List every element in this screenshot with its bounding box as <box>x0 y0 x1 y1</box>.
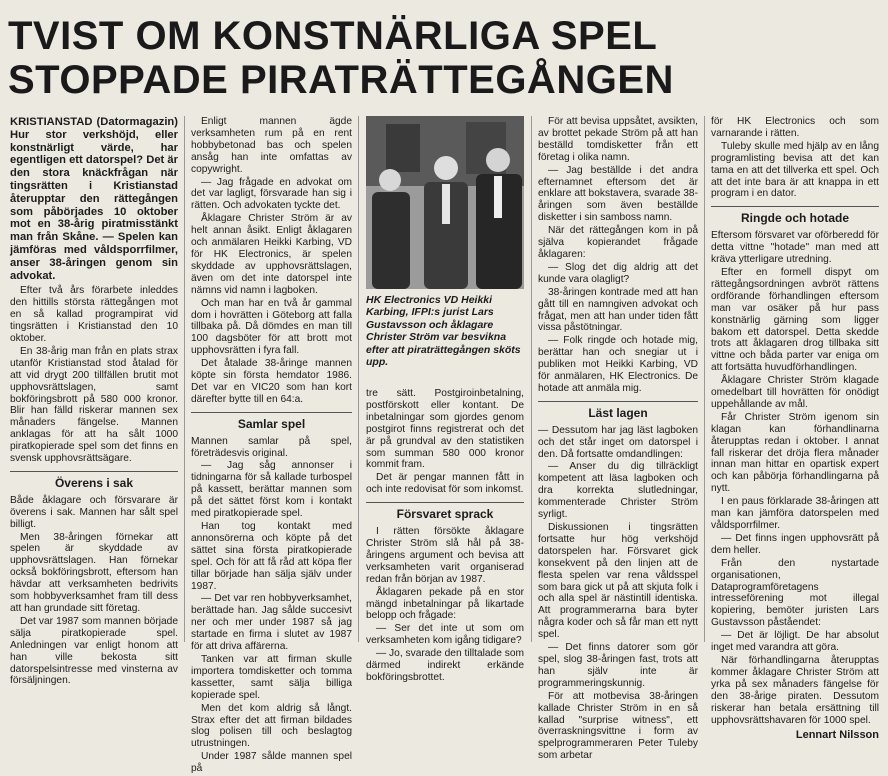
body-paragraph: När det rättegången kom in på själva kopierandet frågade åklagaren: <box>538 225 698 260</box>
body-paragraph: för HK Electronics och som varnarande i rätten. <box>711 116 879 139</box>
column-3 <box>366 388 524 685</box>
body-paragraph: — Det var ren hobbyverksamhet, berättade han. Jag sålde succesivt ner och mer under 1987 så jag startade en firma i slutet av 1987 för att driva affärerna. <box>191 593 352 653</box>
photo-illustration <box>366 116 524 289</box>
column-1 <box>10 116 178 688</box>
body-paragraph: — Det finns ingen upphovsrätt på dem heller. <box>711 532 879 556</box>
body-paragraph: — Folk ringde och hotade mig, berättar han och snegiar ut i publiken mot Heikki Karbing, VD för anmälaren, HK Electronics. De hotade att anmäla mig. <box>538 335 698 394</box>
body-paragraph: Under 1987 sålde mannen spel på <box>191 751 352 775</box>
body-paragraph: Tuleby skulle med hjälp av en lång programlisting bevisa att det kan tama en att det tillverka ett spel. Och att det inte bara är att knappa in ett program i en dator. <box>711 140 879 200</box>
body-paragraph: — Det finns datorer som gör spel, slog 38-åringen fast, trots att han själv inte är programmeringskunnig. <box>538 642 698 689</box>
column-4 <box>538 116 698 763</box>
body-paragraph: Mannen samlar på spel, företrädesvis original. <box>191 435 352 459</box>
body-paragraph: — Anser du dig tillräckligt kompetent att läsa lagboken och dra korrekta slutledningar, kommenterade Christer Ström syrligt. <box>538 461 698 521</box>
headline: TVIST OM KONSTNÄRLIGA SPEL STOPPADE PIRATRÄTTEGÅNGEN <box>8 14 674 102</box>
body-paragraph: Åklagaren pekade på en stor mängd inbetalningar på likartade belopp och frågade: <box>366 586 524 622</box>
body-paragraph: Både åklagare och försvarare är överens i sak. Mannen har sålt spel billigt. <box>10 494 178 530</box>
body-paragraph: Eftersom försvaret var oförberedd för detta vittne "hotade" man med att kräva ytterligare utredning. <box>711 230 879 266</box>
column-rule <box>184 116 185 642</box>
body-paragraph: Det är pengar mannen fått in och inte redovisat för som inkomst. <box>366 472 524 496</box>
subhead-forsvaret: Försvaret sprack <box>366 502 524 521</box>
body-paragraph: — Det är löjligt. De har absolut inget med varandra att göra. <box>711 630 879 654</box>
subhead-samlar: Samlar spel <box>191 412 352 431</box>
column-5 <box>711 116 879 742</box>
body-paragraph: I rätten försökte åklagare Christer Ström slå hål på 38-åringens argument och bevisa att verksamheten varit organiserad redan från början av 1987. <box>366 526 524 585</box>
body-paragraph: Och man har en två år gammal dom i hovrätten i Göteborg att falla tillbaka på. Då dömdes en man till 100 dagsböter för att brott mot upphovsrätten i fyra fall. <box>191 297 352 357</box>
body-paragraph: I en paus förklarade 38-åringen att man kan jämföra datorspelen med våldsporrfilmer. <box>711 496 879 531</box>
body-paragraph: 38-åringen kontrade med att han gått till en namngiven advokat och frågat, men att han under tiden fått vissa påstötningar. <box>538 286 698 334</box>
column-rule <box>531 116 532 642</box>
subhead-ringde: Ringde och hotade <box>711 206 879 225</box>
lead-text: Hur stor verkshöjd, eller konstnärligt värde, har egentligen ett datorspel? Det är den stora knäckfrågan när tingsrätten i Kristianstad återupptar den rättegången som påbörjades 10 oktober mot en 38-årig piratmisstänkt man från Skåne. — Spelen kan jämföras med våldsporrfilmer, anser 38-åringen genom sin advokat. <box>10 128 178 282</box>
column-rule <box>704 116 705 642</box>
body-paragraph: — Jag frågade en advokat om det var lagligt, försvarade han sig i rätten. Och advokaten tyckte det. <box>191 176 352 212</box>
body-paragraph: — Ser det inte ut som om verksamheten kom igång tidigare? <box>366 623 524 647</box>
subhead-last: Läst lagen <box>538 401 698 420</box>
body-paragraph: Men det kom aldrig så långt. Strax efter det att firman bildades slog polisen till och beslagtog utrustningen. <box>191 702 352 750</box>
photo-caption: HK Electronics VD Heikki Karbing, IFPI:s jurist Lars Gustavsson och åklagare Christer Ström var besvikna efter att piraträttegången sköts upp. <box>366 294 521 369</box>
body-paragraph: Åklagare Christer Ström är av helt annan åsikt. Enligt åklagaren och anmälaren Heikki Karbing, VD för HK Electronics, är spelen skyddade av upphovsrättslagen, även om det inte datorspel inte nämns vid namn i lagboken. <box>191 213 352 296</box>
body-paragraph: Det åtalade 38-åringe mannen köpte sin första hemdator 1986. Det var en VIC20 som han kort därefter bytte till en 64:a. <box>191 358 352 405</box>
body-paragraph: Han tog kontakt med annonsörerna och köpte på det sättet sina första piratkopierade spel. Och för att få råd att köpa fler tillar började han sälja själv under 1987. <box>191 521 352 592</box>
body-paragraph: Men 38-åringen förnekar att spelen är skyddade av upphovsrättslagen. Han förnekar också bokföringsbrott, eftersom han hävdar att verksamheten bedrivits som hobbyverksamhet fram till dess att han grundade sitt företag. <box>10 531 178 615</box>
body-paragraph: Från den nystartade organisationen, Dataprogramföretagens intresseförening mot illegal kopiering, bemöter juristen Lars Gustavsson påståendet: <box>711 557 879 629</box>
body-paragraph: Diskussionen i tingsrätten fortsatte hur hög verkshöjd datorspelen har. Försvaret gick konsekvent på den linjen att de flesta spelen var rena våldsspel som bara gick ut på att skjuta folk i och alla spel är nästintill identiska. Att programmerarna bara byter några koder och så får man ett nytt spel. <box>538 522 698 641</box>
body-paragraph: Tanken var att firman skulle importera tomdisketter och tomma kassetter, samt sälja billiga kopierade spel. <box>191 653 352 701</box>
body-paragraph: — Dessutom har jag läst lagboken och det står inget om datorspel i den. Då fortsatte omdandlingen: <box>538 424 698 460</box>
body-paragraph: För att motbevisa 38-åringen kallade Christer Ström in en så kallad "surprise witness", ett överraskningsvittne i form av spelprogrammeraren Peter Tuleby som arbetar <box>538 690 698 762</box>
body-paragraph: Det var 1987 som mannen började sälja piratkopierade spel. Anledningen var enligt honom att han ville bekosta sitt datorspelsintresse med vinsterna av försäljningen. <box>10 615 178 687</box>
body-paragraph: Åklagare Christer Ström klagade omedelbart till hovrätten för onödigt uppehållande av mål. <box>711 375 879 410</box>
column-rule <box>358 116 359 642</box>
body-paragraph: — Jo, svarade den tilltalade som därmed indirekt erkände bokföringsbrottet. <box>366 648 524 683</box>
body-paragraph: Efter en formell dispyt om rättegångsordningen avbröt rättens ordförande förhandlingen eftersom man var osäker på hur pass konstnärlig gärning som ligger bakom ett datorspel. Detta skedde trots att åklagaren drog tillbaka sitt vittne och båda parter var eniga om att fortsätta huvudförhandlingen. <box>711 266 879 374</box>
news-photo <box>366 116 524 289</box>
body-paragraph: En 38-årig man från en plats strax utanför Kristianstad stod åtalad för att vid drygt 200 tillfällen brutit mot upphovsrättslagen, samt bokföringsbrott på 580 000 kronor. Blir han fälld riskerar mannen sex månaders fängelse. Mannen anklagas för att ha sålt 1000 piratkopierade spel som det finns en svensk upphovsrättsägare. <box>10 345 178 465</box>
body-paragraph: Får Christer Ström igenom sin klagan kan förhandlinarna återupptas redan i oktober. I annat fall riskerar det dröja flera månader innan man hittar en opartisk expert och kan påbörja förhandlingarna på nytt. <box>711 411 879 495</box>
subhead-overens: Överens i sak <box>10 471 178 490</box>
body-paragraph: När förhandlingarna återupptas kommer åklagare Christer Ström att yrka på sex månaders fängelse för den 38-årige piraten. Dessutom riskerar han betala ersättning till upphovsrättshavaren för 1000 spel. <box>711 654 879 726</box>
body-paragraph: — Jag beställde i det andra efternamnet eftersom det är enklare att bokstavera, svarade 38-åringen som även beställde disketter i sin samboss namn. <box>538 164 698 224</box>
body-paragraph: Efter två års förarbete inleddes den hittills största rättegången mot en så kallad programpirat vid tingsrätten i Kristianstad den 10 oktober. <box>10 285 178 344</box>
column-2 <box>191 116 352 776</box>
lead-paragraph <box>10 116 178 282</box>
body-paragraph: För att bevisa uppsåtet, avsikten, av brottet pekade Ström på att han beställd tomdisketter från ett företag i olika namn. <box>538 116 698 163</box>
body-paragraph: — Jag såg annonser i tidningarna för så kallade turbospel på kassett, berättar mannen som på det sättet först kom i kontakt med piratkopierade spel. <box>191 460 352 520</box>
byline: Lennart Nilsson <box>795 729 879 742</box>
body-paragraph: tre sätt. Postgiroinbetalning, postförskott eller kontant. De inbetalningar som gjordes genom postgirot finns registrerat och det är på grundval av den statistiken som summan 580 000 kronor kommit fram. <box>366 388 524 471</box>
body-paragraph: — Slog det dig aldrig att det kunde vara olagligt? <box>538 261 698 285</box>
dateline: KRISTIANSTAD (Datormagazin) <box>10 116 178 128</box>
body-paragraph: Enligt mannen ägde verksamheten rum på en rent hobbybetonad bas och spelen ansåg han inte omfattas av copywright. <box>191 116 352 175</box>
